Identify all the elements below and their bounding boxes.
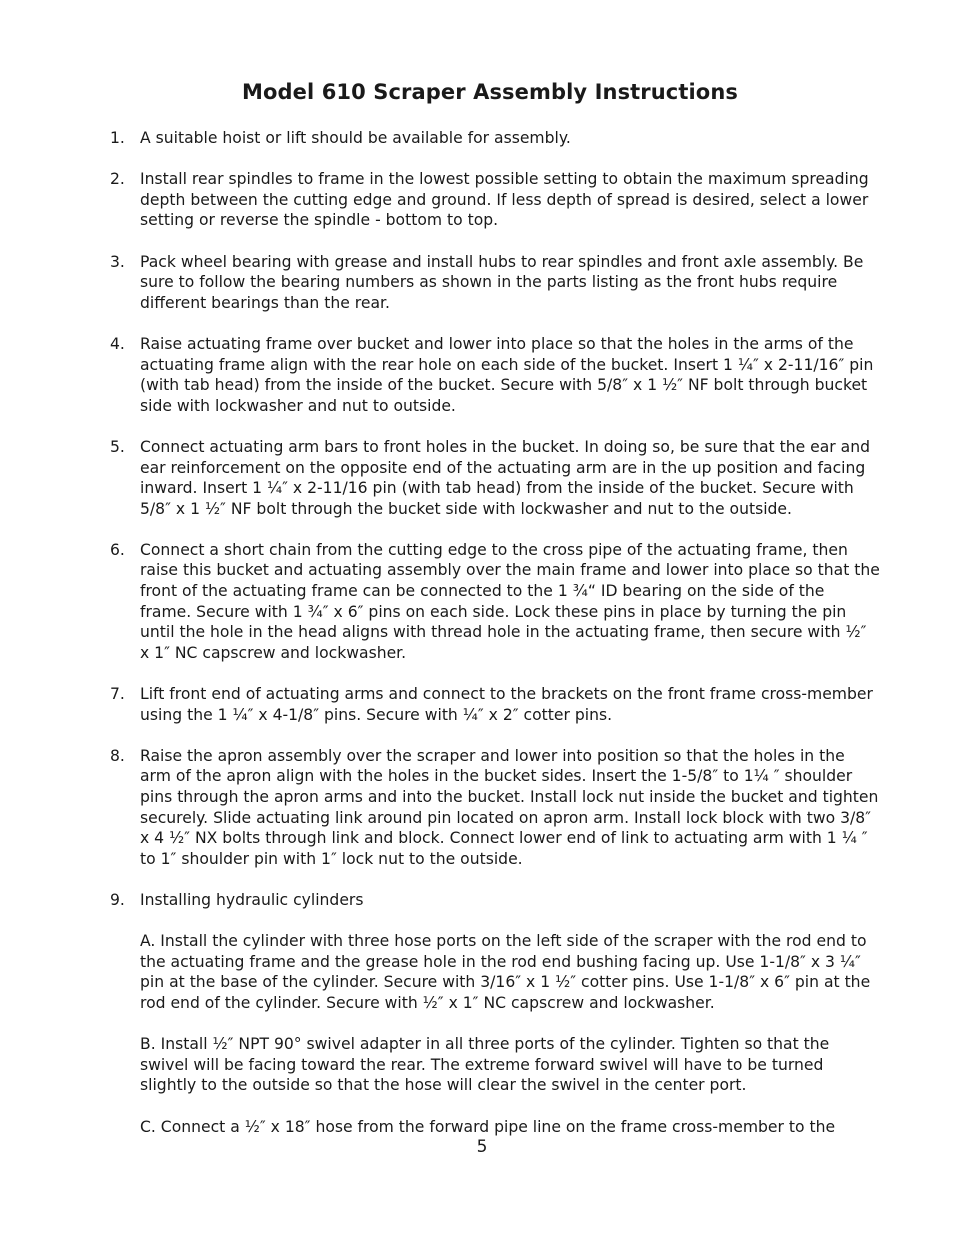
page-title: Model 610 Scraper Assembly Instructions (242, 80, 738, 104)
item-text: Lift front end of actuating arms and connect to the brackets on the front frame cross-member using the 1 ¼″ x 4-1/8″ pins. Secure with ¼″ x 2″ cotter pins. (140, 685, 873, 724)
list-item (110, 334, 880, 416)
item-text: Raise actuating frame over bucket and lower into place so that the holes in the arms of the actuating frame align with the rear hole on each side of the bucket. Insert 1 ¼″ x 2-11/16″ pin (with tab head) from the inside of the bucket. Secure with 5/8″ x 1 ½″ NF bolt through bucket side with lockwasher and nut to outside. (140, 334, 874, 415)
sub-step-b: B. Install ½″ NPT 90° swivel adapter in all three ports of the cylinder. Tighten so that the swivel will be facing toward the rear. The extreme forward swivel will have to be turned slightly to the outside so that the hose will clear the swivel in the center port. (140, 1035, 830, 1095)
item-number: 4. (110, 334, 125, 353)
sub-step-c: C. Connect a ½″ x 18″ hose from the forward pipe line on the frame cross-member to the (140, 1117, 836, 1136)
item-number: 1. (110, 129, 125, 147)
item-number: 8. (110, 746, 125, 765)
page-number: 5 (476, 1137, 488, 1157)
list-item (110, 437, 880, 519)
list-item (110, 684, 880, 725)
list-item (110, 128, 880, 149)
sub-step-a: A. Install the cylinder with three hose ports on the left side of the scraper with the rod end to the actuating frame and the grease hole in the rod end bushing facing up. Use 1-1/8″ x 3 ¼″ pin at the base of the cylinder. Secure with 3/16″ x 1 ½″ cotter pins. Use 1-1/8″ x 6″ pin at the rod end of the cylinder. Secure with ½″ x 1″ NC capscrew and lockwasher. (140, 932, 871, 1012)
item-number: 2. (110, 170, 125, 189)
list-item (110, 252, 880, 314)
instruction-list (110, 128, 880, 1158)
list-item (110, 890, 880, 1137)
item-number: 6. (110, 540, 125, 559)
list-item (110, 746, 880, 870)
item-text: A suitable hoist or lift should be available for assembly. (140, 129, 571, 147)
item-text: Connect a short chain from the cutting edge to the cross pipe of the actuating frame, then raise this bucket and actuating assembly over the main frame and lower into place so that the front of the actuating frame can be connected to the 1 ¾“ ID bearing on the side of the frame. Secure with 1 ¾″ x 6″ pins on each side. Lock these pins in place by turning the pin until the hole in the head aligns with thread hole in the actuating frame, then secure with ½″ x 1″ NC capscrew and lockwasher. (140, 540, 880, 662)
item-number: 3. (110, 252, 125, 271)
item-number: 9. (110, 890, 125, 909)
list-item (110, 540, 880, 664)
list-item (110, 169, 880, 231)
item-text: Install rear spindles to frame in the lowest possible setting to obtain the maximum spreading depth between the cutting edge and ground. If less depth of spread is desired, select a lower setting or reverse the spindle - bottom to top. (140, 170, 869, 230)
item-text: Pack wheel bearing with grease and install hubs to rear spindles and front axle assembly. Be sure to follow the bearing numbers as shown in the parts listing as the front hubs require different bearings than the rear. (140, 252, 864, 312)
item-text: Raise the apron assembly over the scraper and lower into position so that the holes in the arm of the apron align with the holes in the bucket sides. Insert the 1-5/8″ to 1¼ ″ shoulder pins through the apron arms and into the bucket. Install lock nut inside the bucket and tighten securely. Slide actuating link around pin located on apron arm. Install lock block with two 3/8″ x 4 ½″ NX bolts through link and block. Connect lower end of link to actuating arm with 1 ¼ ″ to 1″ shoulder pin with 1″ lock nut to the outside. (140, 746, 879, 868)
item-number: 5. (110, 437, 125, 456)
item-number: 7. (110, 685, 125, 704)
item-text: Installing hydraulic cylinders (140, 890, 364, 909)
item-text: Connect actuating arm bars to front holes in the bucket. In doing so, be sure that the ear and ear reinforcement on the opposite end of the actuating arm are in the up position and facing inward. Insert 1 ¼″ x 2-11/16 pin (with tab head) from the inside of the bucket. Secure with 5/8″ x 1 ½″ NF bolt through the bucket side with lockwasher and nut to the outside. (140, 437, 870, 518)
